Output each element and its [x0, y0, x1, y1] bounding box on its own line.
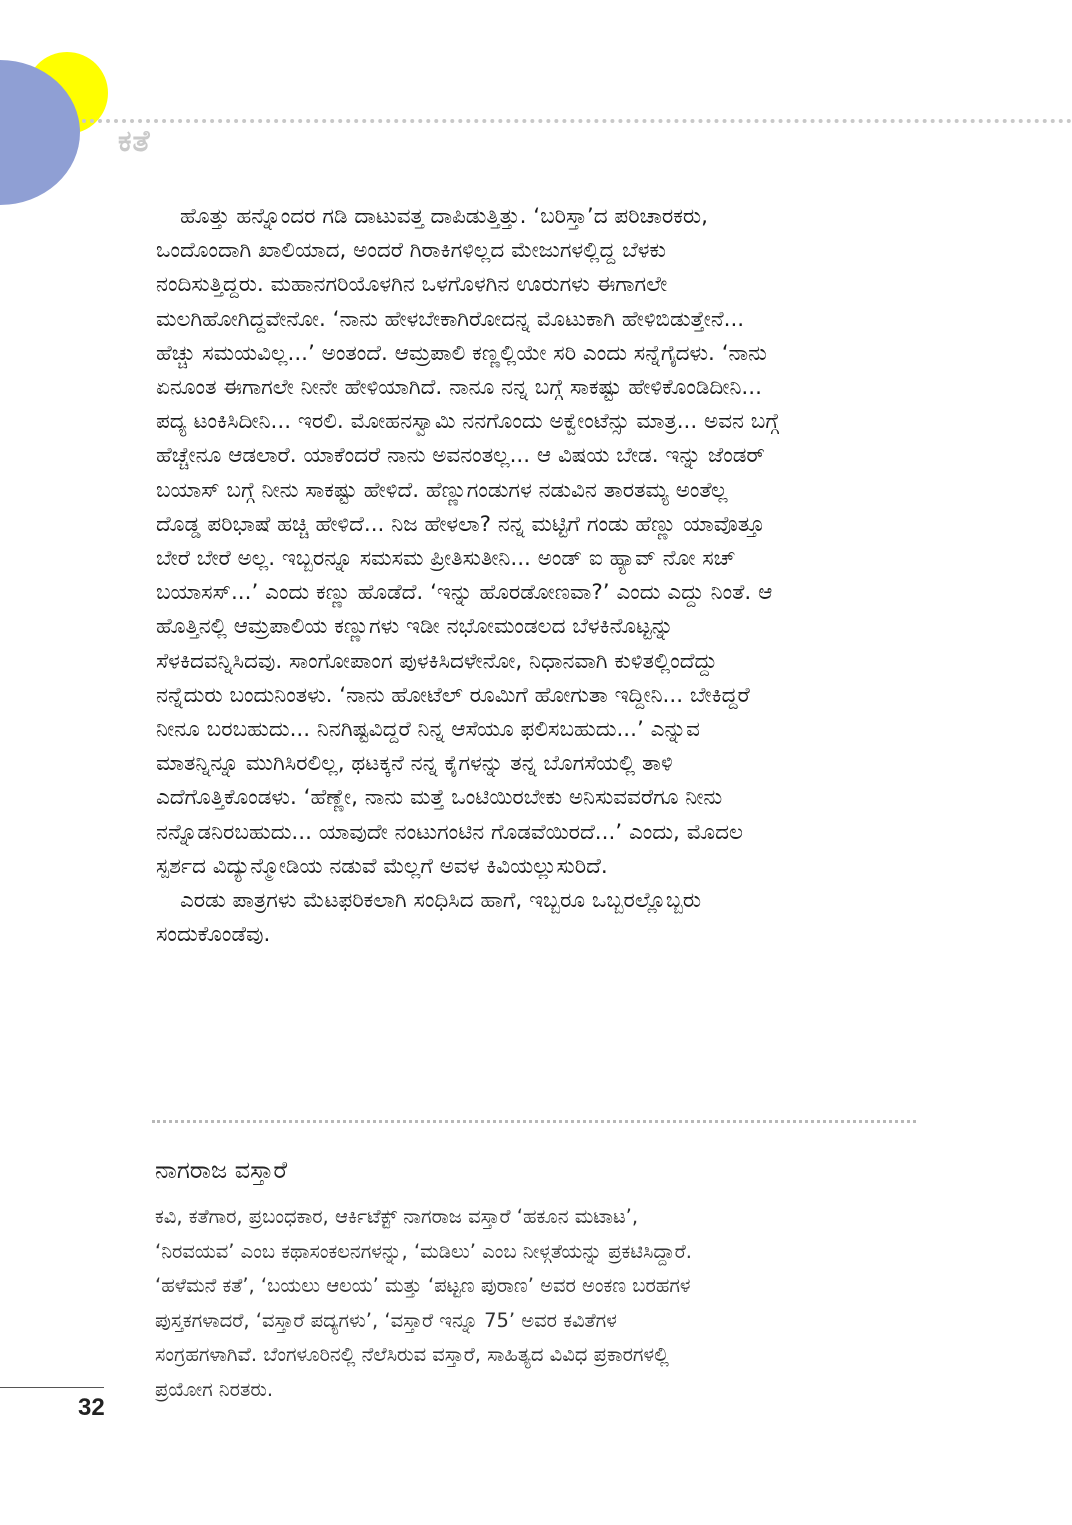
page-number-rule — [0, 1387, 104, 1388]
bio-line: ಪುಸ್ತಕಗಳಾದರೆ, ‘ವಸ್ತಾರೆ ಪದ್ಯಗಳು’, ‘ವಸ್ತಾರೆ ಇನ್ನೂ 75’ ಅವರ ಕವಿತೆಗಳ — [155, 1308, 617, 1332]
story-line: ಹೆಚ್ಚೇನೂ ಆಡಲಾರೆ. ಯಾಕೆಂದರೆ ನಾನು ಅವನಂತಲ್ಲ... ಆ ವಿಷಯ ಬೇಡ. ಇನ್ನು ಜೆಂಡರ್ — [156, 443, 765, 469]
story-line: ಸಂದುಕೊಂಡೆವು. — [156, 922, 271, 948]
header-dotted-rule — [82, 119, 1072, 123]
story-line: ಎದೆಗೊತ್ತಿಕೊಂಡಳು. ‘ಹೆಣ್ಣೇ, ನಾನು ಮತ್ತೆ ಒಂಟಿಯಿರಬೇಕು ಅನಿಸುವವರೆಗೂ ನೀನು — [156, 785, 723, 811]
bio-line: ಕವಿ, ಕತೆಗಾರ, ಪ್ರಬಂಧಕಾರ, ಆರ್ಕಿಟೆಕ್ಟ್ ನಾಗರಾಜ ವಸ್ತಾರೆ ‘ಹಕೂನ ಮಟಾಟ’, — [155, 1205, 639, 1228]
bio-line: ಸಂಗ್ರಹಗಳಾಗಿವೆ. ಬೆಂಗಳೂರಿನಲ್ಲಿ ನೆಲೆಸಿರುವ ವಸ್ತಾರೆ, ಸಾಹಿತ್ಯದ ವಿವಿಧ ಪ್ರಕಾರಗಳಲ್ಲಿ — [155, 1343, 669, 1367]
bio-line: ‘ಹಳೆಮನೆ ಕತೆ’, ‘ಬಯಲು ಆಲಯ’ ಮತ್ತು ‘ಪಟ್ಟಣ ಪುರಾಣ’ ಅವರ ಅಂಕಣ ಬರಹಗಳ — [155, 1274, 691, 1298]
story-line: ನಂದಿಸುತ್ತಿದ್ದರು. ಮಹಾನಗರಿಯೊಳಗಿನ ಒಳಗೊಳಗಿನ ಊರುಗಳು ಈಗಾಗಲೇ — [156, 272, 668, 298]
story-line: ಹೊತ್ತಿನಲ್ಲಿ ಆಮ್ರಪಾಲಿಯ ಕಣ್ಣುಗಳು ಇಡೀ ನಭೋಮಂಡಲದ ಬೆಳಕಿನೊಟ್ಟನ್ನು — [156, 614, 674, 640]
page-number: 32 — [78, 1394, 105, 1421]
story-line: ಹೆಚ್ಚು ಸಮಯವಿಲ್ಲ...’ ಅಂತಂದೆ. ಆಮ್ರಪಾಲಿ ಕಣ್ಣಲ್ಲಿಯೇ ಸರಿ ಎಂದು ಸನ್ನೆಗೈದಳು. ‘ನಾನು — [156, 340, 767, 366]
story-line: ಬೇರೆ ಬೇರೆ ಅಲ್ಲ. ಇಬ್ಬರನ್ನೂ ಸಮಸಮ ಪ್ರೀತಿಸುತೀನಿ... ಅಂಡ್ ಐ ಹ್ಯಾವ್ ನೋ ಸಚ್ — [156, 546, 736, 572]
bio-line: ಪ್ರಯೋಗ ನಿರತರು. — [155, 1377, 274, 1401]
story-line: ನೀನೂ ಬರಬಹುದು... ನಿನಗಿಷ್ಟವಿದ್ದರೆ ನಿನ್ನ ಆಸೆಯೂ ಫಲಿಸಬಹುದು...’ ಎನ್ನುವ — [156, 717, 700, 743]
story-line: ಮಾತನ್ನಿನ್ನೂ ಮುಗಿಸಿರಲಿಲ್ಲ, ಥಟಕ್ಕನೆ ನನ್ನ ಕೈಗಳನ್ನು ತನ್ನ ಬೊಗಸೆಯಲ್ಲಿ ತಾಳಿ — [156, 751, 673, 777]
section-label: ಕತೆ — [118, 124, 151, 159]
story-line: ಏನೂಂತ ಈಗಾಗಲೇ ನೀನೇ ಹೇಳಿಯಾಗಿದೆ. ನಾನೂ ನನ್ನ ಬಗ್ಗೆ ಸಾಕಷ್ಟು ಹೇಳಿಕೊಂಡಿದೀನಿ... — [156, 375, 762, 401]
story-text — [156, 200, 916, 952]
story-line: ಬಯಾಸ್ ಬಗ್ಗೆ ನೀನು ಸಾಕಷ್ಟು ಹೇಳಿದೆ. ಹೆಣ್ಣುಗಂಡುಗಳ ನಡುವಿನ ತಾರತಮ್ಯ ಅಂತೆಲ್ಲ — [156, 477, 728, 503]
author-bio — [155, 1200, 915, 1408]
story-line: ನನ್ನೆದುರು ಬಂದುನಿಂತಳು. ‘ನಾನು ಹೋಟೆಲ್ ರೂಮಿಗೆ ಹೋಗುತಾ ಇದ್ದೀನಿ... ಬೇಕಿದ್ದರೆ — [156, 682, 750, 708]
story-line: ಬಯಾಸಸ್...’ ಎಂದು ಕಣ್ಣು ಹೊಡೆದೆ. ‘ಇನ್ನು ಹೊರಡೋಣವಾ?’ ಎಂದು ಎದ್ದು ನಿಂತೆ. ಆ — [156, 580, 773, 606]
story-line: ಸ್ಪರ್ಶದ ವಿದ್ಯುನ್ಮೋಡಿಯ ನಡುವೆ ಮೆಲ್ಲಗೆ ಅವಳ ಕಿವಿಯಲ್ಲುಸುರಿದೆ. — [156, 853, 608, 879]
story-line: ನನ್ನೊಡನಿರಬಹುದು... ಯಾವುದೇ ನಂಟುಗಂಟಿನ ಗೊಡವೆಯಿರದೆ...’ ಎಂದು, ಮೊದಲ — [156, 819, 743, 845]
bio-line: ‘ನಿರವಯವ’ ಎಂಬ ಕಥಾಸಂಕಲನಗಳನ್ನು, ‘ಮಡಿಲು’ ಎಂಬ ನೀಳ್ಗತೆಯನ್ನು ಪ್ರಕಟಿಸಿದ್ದಾರೆ. — [155, 1239, 692, 1263]
story-line: ದೊಡ್ಡ ಪರಿಭಾಷೆ ಹಚ್ಚಿ ಹೇಳಿದೆ... ನಿಜ ಹೇಳಲಾ? ನನ್ನ ಮಟ್ಟಿಗೆ ಗಂಡು ಹೆಣ್ಣು ಯಾವೊತ್ತೂ — [156, 511, 765, 537]
story-line: ಒಂದೊಂದಾಗಿ ಖಾಲಿಯಾದ, ಅಂದರೆ ಗಿರಾಕಿಗಳಿಲ್ಲದ ಮೇಜುಗಳಲ್ಲಿದ್ದ ಬೆಳಕು — [156, 238, 666, 264]
author-divider-rule — [152, 1120, 916, 1123]
story-line: ಮಲಗಿಹೋಗಿದ್ದವೇನೋ. ‘ನಾನು ಹೇಳಬೇಕಾಗಿರೋದನ್ನ ಮೊಟುಕಾಗಿ ಹೇಳಿಬಿಡುತ್ತೇನೆ... — [156, 306, 745, 332]
story-line: ಹೊತ್ತು ಹನ್ನೊಂದರ ಗಡಿ ದಾಟುವತ್ತ ದಾಪಿಡುತ್ತಿತ್ತು. ‘ಬರಿಸ್ತಾ’ದ ಪರಿಚಾರಕರು, — [180, 204, 708, 229]
story-line: ಎರಡು ಪಾತ್ರಗಳು ಮೆಟಫರಿಕಲಾಗಿ ಸಂಧಿಸಿದ ಹಾಗೆ, ಇಬ್ಬರೂ ಒಬ್ಬರಲ್ಲೊಬ್ಬರು — [180, 888, 702, 914]
author-name: ನಾಗರಾಜ ವಸ್ತಾರೆ — [155, 1156, 288, 1184]
story-line: ಪದ್ಯ ಟಂಕಿಸಿದೀನಿ... ಇರಲಿ. ಮೋಹನಸ್ವಾಮಿ ನನಗೊಂದು ಅಕ್ವೇಂಟೆನ್ಸು ಮಾತ್ರ... ಅವನ ಬಗ್ಗೆ — [156, 409, 780, 435]
story-line: ಸೆಳಕಿದವನ್ನಿಸಿದವು. ಸಾಂಗೋಪಾಂಗ ಪುಳಕಿಸಿದಳೇನೋ, ನಿಧಾನವಾಗಿ ಕುಳಿತಲ್ಲಿಂದೆದ್ದು — [156, 648, 718, 674]
